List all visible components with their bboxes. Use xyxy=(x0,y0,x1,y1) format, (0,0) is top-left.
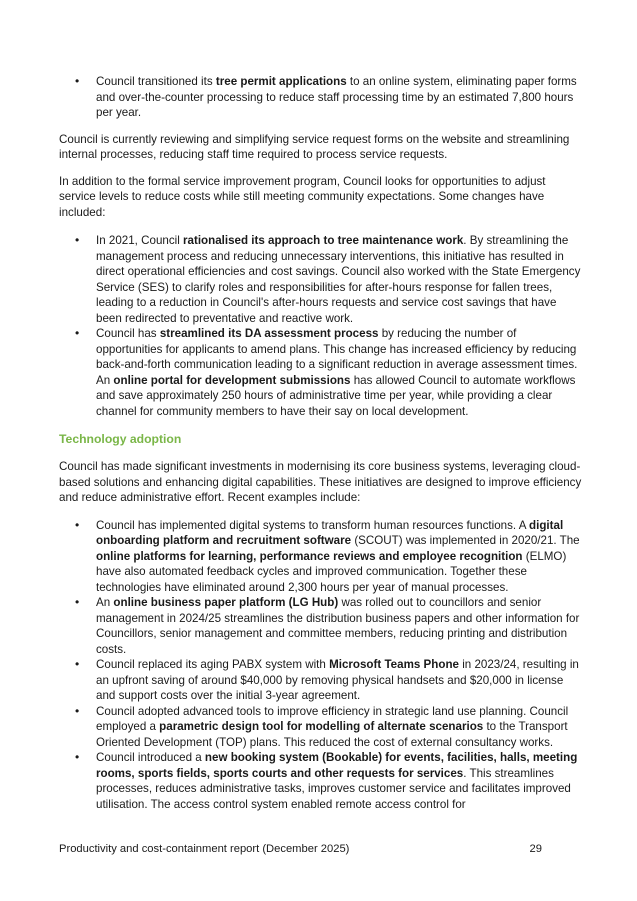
footer-report-title: Productivity and cost-containment report (December 2025) xyxy=(59,843,350,855)
list-item xyxy=(59,750,584,812)
paragraph-service-forms: Council is currently reviewing and simplifying service request forms on the website and streamlining internal processes, reducing staff time required to process service requests. xyxy=(59,132,570,161)
bold-text: parametric design tool for modelling of alternate scenarios xyxy=(159,720,484,733)
page-content xyxy=(59,74,584,812)
bold-text: digital onboarding platform and recruitment software xyxy=(96,518,564,547)
page-footer xyxy=(59,842,542,856)
text: (ELMO) have also automated feedback cycles and improved communication. Together these technologies have eliminated around 2,300 hours per year of manual processes. xyxy=(96,549,567,594)
text: to the Transport Oriented Development (TOP) plans. This reduced the cost of external consultancy works. xyxy=(96,720,568,749)
text: Council adopted advanced tools to improve efficiency in strategic land use planning. Council employed a xyxy=(96,704,569,733)
list-item xyxy=(59,74,584,121)
paragraph-additional-opportunities: In addition to the formal service improvement program, Council looks for opportunities to adjust service levels to reduce costs while still meeting community expectations. Some changes have included: xyxy=(59,174,546,219)
bold-text: online business paper platform (LG Hub) xyxy=(113,596,339,609)
text: . By streamlining the management process and reducing unnecessary interventions, this initiative has resulted in direct operational efficiencies and cost savings. Council also worked with the State Emergency Service (SES) to clarify roles and responsibilities for after-hours response for fallen trees, leading to a reduction in Council's after-hours requests and service cost savings that have been redirected to preventative and reactive work. xyxy=(96,234,581,325)
bold-text: new booking system (Bookable) for events, facilities, halls, meeting rooms, sports fields, sports courts and other requests for services xyxy=(96,751,578,780)
list-item xyxy=(59,518,584,596)
bold-text: Microsoft Teams Phone xyxy=(329,658,459,671)
text: Council has xyxy=(96,327,160,340)
list-item xyxy=(59,704,584,751)
text: Council replaced its aging PABX system with xyxy=(96,658,330,671)
text: Council transitioned its xyxy=(96,75,216,88)
text: In 2021, Council xyxy=(96,234,184,247)
text: . This streamlines processes, reduces administrative tasks, improves customer service and facilitates improved utilisation. The access control system enabled remote access control for xyxy=(96,766,571,811)
bold-text: online portal for development submissions xyxy=(113,373,351,387)
list-item xyxy=(59,595,584,657)
text: in 2023/24, resulting in an upfront saving of around $40,000 by removing physical handsets and $20,000 in license and support costs over the initial 3-year agreement. xyxy=(96,658,579,702)
text: (SCOUT) was implemented in 2020/21. The xyxy=(351,534,580,547)
section-heading-technology-adoption: Technology adoption xyxy=(59,432,182,446)
service-level-bullet-list xyxy=(59,233,584,419)
intro-bullet-list xyxy=(59,74,584,121)
text: Council introduced a xyxy=(96,751,205,764)
bold-text: rationalised its approach to tree maintenance work xyxy=(183,234,464,247)
list-item xyxy=(59,233,584,326)
bold-text: streamlined its DA assessment process xyxy=(159,327,379,340)
paragraph-technology-intro: Council has made significant investments in modernising its core business systems, leveraging cloud-based solutions and enhancing digital capabilities. These initiatives are designed to improve efficiency and reduce administrative effort. Recent examples include: xyxy=(59,460,582,504)
text: to an online system, eliminating paper forms and over-the-counter processing to reduce staff processing time by an estimated 7,800 hours per year. xyxy=(96,75,577,119)
bold-text: online platforms for learning, performance reviews and employee recognition xyxy=(96,549,523,563)
text: by reducing the number of opportunities for applicants to amend plans. This change has increased efficiency by reducing back-and-forth communication leading to a significant reduction in average assessment times. An xyxy=(96,327,578,387)
bold-text: tree permit applications xyxy=(215,75,347,88)
text: Council has implemented digital systems to transform human resources functions. A xyxy=(96,518,530,532)
footer-page-number: 29 xyxy=(529,843,542,855)
text: was rolled out to councillors and senior management in 2024/25 streamlines the distribution business papers and other information for Councillors, senior management and committee members, reducing printing and distribution costs. xyxy=(96,596,580,656)
list-item xyxy=(59,326,584,419)
technology-bullet-list xyxy=(59,518,584,813)
list-item xyxy=(59,657,584,704)
text: has allowed Council to automate workflows and save approximately 250 hours of administrative time per year, while providing a clear channel for community members to have their say on local development. xyxy=(96,373,576,418)
text: An xyxy=(96,596,114,609)
